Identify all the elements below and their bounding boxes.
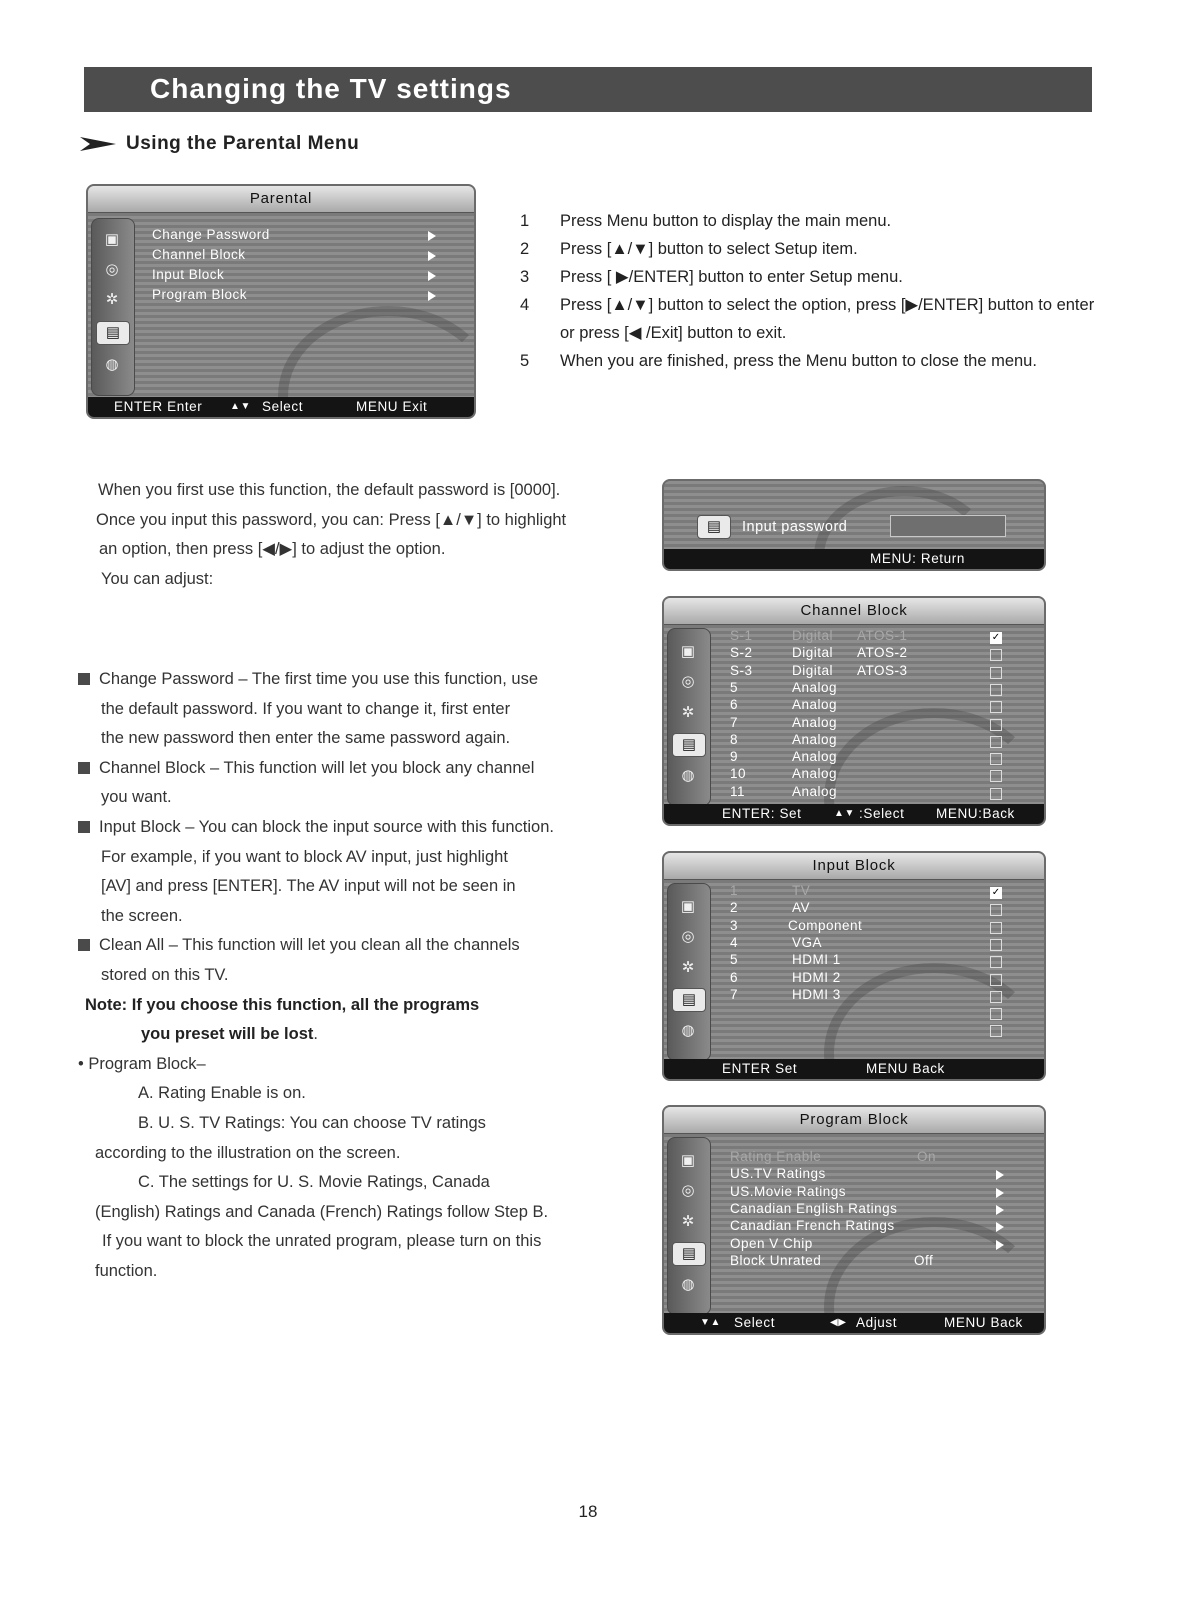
step-line	[520, 235, 1140, 263]
step-line	[520, 291, 1140, 319]
feature-descriptions	[78, 665, 638, 1286]
step-text: Press [▲/▼] button to select the option, press [▶/ENTER] button to enter	[560, 296, 1095, 314]
submenu-arrow-icon	[996, 1205, 1004, 1215]
block-checkbox[interactable]: ✓	[991, 887, 1001, 898]
program-block-step-c: C. The settings for U. S. Movie Ratings, Canada	[138, 1173, 490, 1192]
parental-icon[interactable]: ▤	[672, 733, 706, 757]
parental-menu-screen	[86, 184, 476, 419]
channel-type: Analog	[792, 714, 838, 730]
note-period: .	[313, 1025, 318, 1044]
input-block-text: the screen.	[101, 906, 183, 925]
step-line	[520, 319, 1140, 347]
note-text: you preset will be lost	[141, 1025, 314, 1044]
sound-icon[interactable]: ◎	[681, 673, 695, 690]
parental-menu-footer	[88, 397, 474, 417]
sound-icon[interactable]: ◎	[681, 1182, 695, 1199]
page-header-bar	[84, 67, 1092, 112]
step-text: When you are finished, press the Menu button to close the menu.	[560, 352, 1037, 370]
setup-icon[interactable]: ✲	[681, 1213, 695, 1230]
footer-menu-hint: MENU:Back	[936, 806, 1015, 821]
input-block-screen	[662, 851, 1046, 1081]
footer-enter-hint: ENTER Set	[722, 1061, 798, 1076]
instruction-steps	[520, 207, 1140, 375]
input-source-name: VGA	[792, 934, 823, 950]
channel-number[interactable]: 8	[730, 731, 739, 747]
step-line	[520, 347, 1140, 375]
password-screen	[662, 479, 1046, 571]
up-down-arrows-icon: ▲▼	[834, 808, 855, 819]
channel-name: ATOS-3	[857, 662, 908, 678]
block-checkbox[interactable]	[990, 736, 1002, 748]
change-password-text: Change Password – The first time you use this function, use	[99, 670, 539, 688]
password-input[interactable]	[890, 515, 1006, 537]
channel-type: Analog	[792, 783, 838, 799]
block-checkbox[interactable]	[990, 956, 1002, 968]
submenu-arrow-icon	[428, 251, 436, 261]
picture-icon[interactable]: ▣	[104, 231, 120, 248]
picture-icon[interactable]: ▣	[680, 1152, 696, 1169]
block-checkbox[interactable]	[990, 922, 1002, 934]
clean-all-text: stored on this TV.	[101, 965, 229, 984]
input-source-name: TV	[792, 883, 811, 898]
program-block-option[interactable]: US.Movie Ratings	[730, 1183, 847, 1199]
bullet-square-icon	[78, 673, 90, 685]
sound-icon[interactable]: ◎	[105, 261, 119, 278]
program-block-option[interactable]: Canadian English Ratings	[730, 1200, 898, 1216]
footer-enter-hint: ENTER Enter	[114, 399, 203, 414]
footer-enter-hint: ENTER: Set	[722, 806, 802, 821]
setup-icon[interactable]: ✲	[681, 704, 695, 721]
program-block-step-b: B. U. S. TV Ratings: You can choose TV ratings	[138, 1113, 486, 1132]
step-text: Press Menu button to display the main menu.	[560, 212, 892, 230]
menu-icon-column	[667, 1137, 711, 1315]
bullet-square-icon	[78, 939, 90, 951]
input-block-title: Input Block	[664, 853, 1044, 880]
channel-icon[interactable]: ◍	[681, 1022, 695, 1039]
step-number: 4	[520, 296, 530, 314]
channel-number[interactable]: 10	[730, 766, 747, 782]
input-number[interactable]: 5	[730, 952, 739, 968]
input-number[interactable]: 6	[730, 969, 739, 985]
intro-line: You can adjust:	[101, 569, 214, 588]
block-checkbox[interactable]	[990, 1008, 1002, 1020]
channel-block-title: Channel Block	[664, 598, 1044, 625]
step-number: 2	[520, 240, 530, 258]
menu-icon-column	[667, 628, 711, 806]
submenu-arrow-icon	[996, 1170, 1004, 1180]
step-number: 3	[520, 268, 530, 286]
input-block-footer	[664, 1059, 1044, 1079]
intro-line: an option, then press [◀/▶] to adjust the option.	[99, 540, 446, 558]
submenu-arrow-icon	[996, 1222, 1004, 1232]
channel-type: Analog	[792, 731, 838, 747]
block-checkbox[interactable]	[990, 904, 1002, 916]
channel-type: Digital	[792, 662, 834, 678]
program-block-step-c: If you want to block the unrated program, please turn on this	[102, 1232, 542, 1251]
parental-menu-item[interactable]: Channel Block	[152, 247, 246, 262]
channel-number[interactable]: 11	[730, 783, 746, 799]
clean-all-text: Clean All – This function will let you clean all the channels	[99, 936, 520, 955]
change-password-text: the default password. If you want to change it, first enter	[101, 699, 511, 718]
input-source-name: HDMI 2	[792, 969, 841, 985]
step-line	[520, 207, 1140, 235]
program-block-option[interactable]: US.TV Ratings	[730, 1166, 826, 1182]
parental-icon[interactable]: ▤	[96, 321, 130, 345]
footer-menu-hint: MENU Back	[944, 1315, 1023, 1330]
block-checkbox[interactable]	[990, 974, 1002, 986]
parental-icon: ▤	[697, 515, 731, 539]
footer-menu-hint: MENU Exit	[356, 399, 428, 414]
program-block-option[interactable]: Canadian French Ratings	[730, 1218, 895, 1234]
input-number[interactable]: 1	[730, 883, 739, 898]
channel-type: Digital	[792, 628, 834, 643]
sound-icon[interactable]: ◎	[681, 928, 695, 945]
footer-select-hint: Select	[262, 399, 304, 414]
channel-icon[interactable]: ◍	[105, 356, 119, 373]
input-source-name: HDMI 3	[792, 986, 841, 1002]
input-block-text: For example, if you want to block AV input, just highlight	[101, 847, 508, 866]
change-password-text: the new password then enter the same password again.	[101, 729, 511, 748]
channel-type: Analog	[792, 697, 838, 713]
input-number[interactable]: 3	[730, 917, 739, 933]
block-checkbox[interactable]	[990, 753, 1002, 765]
channel-number[interactable]: S-3	[730, 662, 753, 678]
parental-menu-item[interactable]: Change Password	[152, 227, 270, 242]
step-number: 1	[520, 212, 530, 230]
parental-icon[interactable]: ▤	[672, 988, 706, 1012]
picture-icon[interactable]: ▣	[680, 643, 696, 660]
option-value: On	[917, 1149, 937, 1164]
block-checkbox[interactable]	[990, 770, 1002, 782]
page-title: Changing the TV settings	[150, 73, 512, 104]
program-block-option[interactable]: Open V Chip	[730, 1235, 813, 1251]
channel-type: Analog	[792, 766, 838, 782]
program-block-footer	[664, 1313, 1044, 1333]
input-source-name: AV	[792, 900, 811, 916]
submenu-arrow-icon	[428, 231, 436, 241]
menu-icon-column	[667, 883, 711, 1061]
block-checkbox[interactable]	[990, 667, 1002, 679]
step-line	[520, 263, 1140, 291]
program-block-step-c: function.	[95, 1261, 158, 1280]
block-checkbox[interactable]	[990, 991, 1002, 1003]
step-number	[520, 319, 540, 347]
submenu-arrow-icon	[996, 1188, 1004, 1198]
block-checkbox[interactable]	[990, 684, 1002, 696]
footer-menu-hint: MENU Back	[866, 1061, 945, 1076]
program-block-option[interactable]: Rating Enable	[730, 1149, 822, 1164]
note-text: : If you choose this function, all the programs	[121, 995, 480, 1014]
program-block-step-b: according to the illustration on the screen.	[95, 1143, 401, 1162]
intro-paragraph	[96, 476, 636, 594]
up-down-arrows-icon: ▼▲	[700, 1317, 721, 1328]
program-block-option[interactable]: Block Unrated	[730, 1252, 822, 1268]
input-source-name: HDMI 1	[792, 952, 841, 968]
channel-block-screen	[662, 596, 1046, 826]
program-block-step-a: A. Rating Enable is on.	[138, 1084, 306, 1103]
program-block-screen	[662, 1105, 1046, 1335]
step-text: Press [ ▶/ENTER] button to enter Setup menu.	[560, 268, 903, 286]
submenu-arrow-icon	[428, 291, 436, 301]
arrow-bullet-icon	[80, 135, 116, 153]
block-checkbox[interactable]	[990, 719, 1002, 731]
left-right-arrows-icon: ◀▶	[830, 1317, 847, 1328]
block-checkbox[interactable]	[990, 1025, 1002, 1037]
channel-block-text: Channel Block – This function will let you block any channel	[99, 758, 535, 777]
page-number: 18	[578, 1502, 598, 1521]
input-block-text: [AV] and press [ENTER]. The AV input will not be seen in	[101, 877, 516, 896]
channel-number[interactable]: 6	[730, 697, 739, 713]
parental-menu-item[interactable]: Input Block	[152, 267, 225, 282]
program-block-heading: • Program Block–	[78, 1054, 206, 1073]
footer-adjust-hint: Adjust	[856, 1315, 898, 1330]
footer-select-hint: Select	[734, 1315, 776, 1330]
intro-line: When you first use this function, the default password is [0000].	[98, 481, 561, 499]
parental-menu-item[interactable]: Program Block	[152, 287, 248, 302]
setup-icon[interactable]: ✲	[681, 959, 695, 976]
step-text: or press [◀ /Exit] button to exit.	[560, 324, 787, 342]
parental-icon[interactable]: ▤	[672, 1242, 706, 1266]
program-block-step-c: (English) Ratings and Canada (French) Ratings follow Step B.	[95, 1202, 549, 1221]
note-label: Note	[85, 995, 122, 1014]
section-title: Using the Parental Menu	[126, 133, 360, 154]
channel-number[interactable]: 7	[730, 714, 739, 730]
picture-icon[interactable]: ▣	[680, 898, 696, 915]
channel-block-text: you want.	[101, 788, 172, 807]
channel-name: ATOS-2	[857, 645, 908, 661]
bullet-square-icon	[78, 821, 90, 833]
setup-icon[interactable]: ✲	[105, 291, 119, 308]
up-down-arrows-icon: ▲▼	[230, 401, 251, 412]
intro-line: Once you input this password, you can: Press [▲/▼] to highlight	[96, 510, 567, 529]
channel-icon[interactable]: ◍	[681, 1276, 695, 1293]
step-text: Press [▲/▼] button to select Setup item.	[560, 240, 858, 258]
block-checkbox[interactable]	[990, 701, 1002, 713]
submenu-arrow-icon	[996, 1240, 1004, 1250]
block-checkbox[interactable]	[990, 649, 1002, 661]
block-checkbox[interactable]	[990, 939, 1002, 951]
menu-icon-column	[91, 218, 135, 396]
block-checkbox[interactable]: ✓	[991, 632, 1001, 643]
channel-number[interactable]: S-1	[730, 628, 753, 643]
channel-type: Digital	[792, 645, 834, 661]
input-number[interactable]: 4	[730, 934, 739, 950]
input-source-name: Component	[788, 917, 863, 933]
password-footer	[664, 549, 1044, 569]
input-number[interactable]: 7	[730, 986, 739, 1002]
footer-menu-hint: MENU: Return	[870, 551, 965, 566]
step-number: 5	[520, 352, 530, 370]
channel-block-footer	[664, 804, 1044, 824]
option-value: Off	[914, 1252, 934, 1268]
parental-menu-title: Parental	[88, 186, 474, 213]
bullet-square-icon	[78, 762, 90, 774]
channel-icon[interactable]: ◍	[681, 767, 695, 784]
block-checkbox[interactable]	[990, 788, 1002, 800]
channel-number[interactable]: S-2	[730, 645, 753, 661]
password-label: Input password	[742, 519, 848, 535]
program-block-title: Program Block	[664, 1107, 1044, 1134]
input-number[interactable]: 2	[730, 900, 739, 916]
input-block-text: Input Block – You can block the input source with this function.	[99, 817, 554, 836]
section-heading	[80, 131, 359, 157]
channel-number[interactable]: 9	[730, 749, 739, 765]
channel-name: ATOS-1	[857, 628, 908, 643]
submenu-arrow-icon	[428, 271, 436, 281]
channel-type: Analog	[792, 679, 838, 695]
footer-select-hint: :Select	[859, 806, 905, 821]
channel-type: Analog	[792, 749, 838, 765]
channel-number[interactable]: 5	[730, 679, 739, 695]
